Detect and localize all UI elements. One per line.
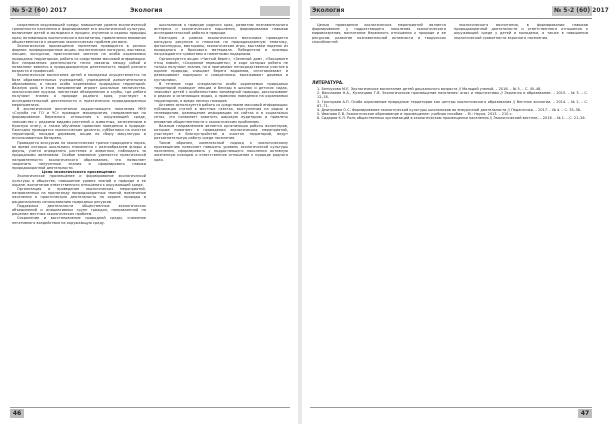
header-right-bar: [260, 6, 290, 16]
page-number: 47: [578, 409, 592, 418]
paragraph: сохранения окружающей среды; повышение уровня экологической грамотности населения и формирование его экологической культуры, включение детей и молодежи в процесс изучения и охраны природы края; активизация экологического воспитания, привлечения внимания общественности к решению экологических проблем региона.: [12, 23, 146, 44]
left-column-2: [154, 23, 288, 400]
paragraph: школьников о природе родного края, развитию познавательного интереса и экологического мышления, формированию навыков исследовательской работы в природе.: [154, 23, 288, 36]
footer-rule: [10, 407, 290, 408]
page-number: 46: [10, 409, 24, 418]
right-page: [302, 0, 609, 424]
paragraph: В течение года специалисты особо охраняемых природных территорий проводят лекции и беседы в школах и детских садах, знакомят детей с особенностями заповедной природы, рассказывают о редких и исчезающих видах, о правилах поведения на охраняемых территориях, о вреде лесных пожаров.: [154, 81, 288, 103]
literature-title: ЛИТЕРАТУРА.: [312, 80, 344, 85]
header-rule: [310, 18, 592, 19]
reference-item: 6. Сидоров К.Л. Роль общественных организаций в экологическом просвещении населения // Экологический вестник. – 2016. – № 1. – С. 21–26.: [317, 116, 586, 121]
paragraph: Важным направлением является организация работы волонтеров, которые помогают в проведении экологических мероприятий, участвуют в благоустройстве и очистке территорий, ведут разъяснительную работу среди населения.: [154, 123, 288, 141]
reference-item: 4. Дмитриева О.С. Формирование экологической культуры школьников во внеурочной деятельности // Педагогика. – 2017. – № 4. – С. 33–38.: [317, 108, 582, 113]
left-page: [0, 0, 298, 424]
literature-section: [312, 76, 588, 186]
paragraph: В экологическом воспитании подрастающего поколения МКУ «Служба по ГО и ЧС» проводит мероприятия, направленные на формирование бережного отношения к окружающей среде, знакомство с редкими видами растений и животных, занесенными в Красную книгу, а также обучению правилам поведения в природе. Ежегодно проводятся экологические десанты, субботники по очистке территорий, посадке деревьев, акции по сбору макулатуры и использованных батареек.: [12, 107, 146, 141]
reference-item: 1. Белоусова М.Е. Экологическое воспитание детей дошкольного возраста // Молодой ученый. – 2016. – № 5. – С. 45–48.: [317, 87, 542, 91]
header-section: Экология: [130, 7, 163, 14]
literature-list: [312, 87, 588, 121]
reference-item: 3. Григорьев А.П. Особо охраняемые природные территории как центры экологического образования // Вестник экологии. – 2014. – № 2. – С. 67–71.: [317, 99, 588, 108]
paragraph: Экологическое воспитание детей и молодежи осуществляется на базе образовательных учреждений, учреждений дополнительного образования, а также особо охраняемых природных территорий. Важную роль в этом направлении играют школьные лесничества, экологические кружки, юннатские объединения и клубы, где ребята получают знания о природе родного края, участвуют в исследовательской деятельности и практических природоохранных мероприятиях.: [12, 73, 146, 107]
reference-item: 2. Васильева Н.А., Кузнецова Т.В. Экологическое просвещение населения: опыт и перспективы // Экология и образование. – 2015. – № 3. – С. 12–18.: [317, 91, 588, 100]
header-issue: № 5-2 (60) 2017: [12, 7, 67, 14]
paragraph: Цели экологического просвещения:: [41, 170, 117, 175]
right-column-1: [312, 23, 446, 75]
paragraph: Организация и проведение экологических мероприятий, направленных на пропаганду природоохранных знаний, вовлечение населения в практическую деятельность по охране природы и рациональному использованию природных ресурсов.: [12, 186, 146, 204]
paragraph: Экологическое просвещение и формирование экологической культуры в обществе, повышение уровня знаний о природе и ее охране, воспитание ответственного отношения к окружающей среде.: [12, 174, 146, 187]
paragraph: Целью проведения экологических мероприятий является формирование у подрастающего поколения экологического мировоззрения, воспитание бережного отношения к природе и ее ресурсам, развитие познавательной активности и творческих способностей.: [312, 23, 446, 44]
paragraph: Организуются акции «Чистый берег», «Зеленый дом», «Покормите птиц зимой», «Сохраним первоцветы», в ходе которых ребята не только получают знания, но и принимают непосредственное участие в охране природы, очищают берега водоемов, изготавливают и развешивают кормушки и скворечники, высаживают деревья и кустарники.: [154, 56, 288, 82]
reference-item: 5. Иванова Е.В. Экологическое образование и просвещение: учебное пособие. – М.: Наука, 2013. – 210 с.: [317, 112, 513, 117]
paragraph: Таким образом, комплексный подход к экологическому просвещению позволяет повысить уровень экологической культуры населения, сформировать у подрастающего поколения активную жизненную позицию и ответственное отношение к природе родного края.: [154, 140, 288, 162]
paragraph: Ежегодно в рамках экологического месячника проводятся конкурсы рисунков и плакатов на природоохранную тематику, фотоконкурсы, викторины, экологические игры, выставки поделок из природного и бросового материала. Победители и призеры награждаются грамотами и памятными подарками.: [154, 35, 288, 57]
left-column-1: [12, 23, 146, 400]
paragraph: экологического воспитания, в формировании навыков природоохранной деятельности и ответственного отношения к окружающей среде у детей и молодежи, а также в повышении экологической грамотности взрослого населения.: [454, 23, 588, 40]
header-issue: № 5-2 (60) 2017: [554, 7, 609, 14]
paragraph: Активно используется работа со средствами массовой информации: публикация статей в местных газетах, выступления на радио и телевидении, размещение информации на сайтах и в социальных сетях, что позволяет охватить широкую аудиторию и привлечь внимание общественности к экологическим проблемам.: [154, 102, 288, 124]
paragraph: Экологическое просвещение населения проводится в разных формах: природоохранные акции, экологические конкурсы, выставки, лекции, экскурсии, практические занятия на особо охраняемых природных территориях, работа со средствами массовой информации. Все направления деятельности тесно связаны между собой и позволяют вовлечь в природоохранную деятельность людей разного возраста и профессий.: [12, 44, 146, 74]
paragraph: Сохранение и восстановление природной среды, снижение негативного воздействия на окружающую среду.: [12, 216, 146, 225]
paragraph: Поддержка деятельности общественных экологических объединений и инициативных групп граждан, направленной на решение местных экологических проблем.: [12, 203, 146, 217]
right-column-2: [454, 23, 588, 75]
header-rule: [10, 18, 290, 19]
footer-rule: [310, 407, 592, 408]
header-section: Экология: [312, 7, 345, 14]
paragraph: Проводятся экскурсии на экологических тропах природного парка, во время которых школьники знакомятся с разнообразием флоры и фауны, учатся определять растения и животных, наблюдать за природными явлениями. Особое внимание уделяется практической направленности экологического образования, что позволяет закрепить полученные знания и сформировать навыки природоохранной деятельности.: [12, 140, 146, 170]
